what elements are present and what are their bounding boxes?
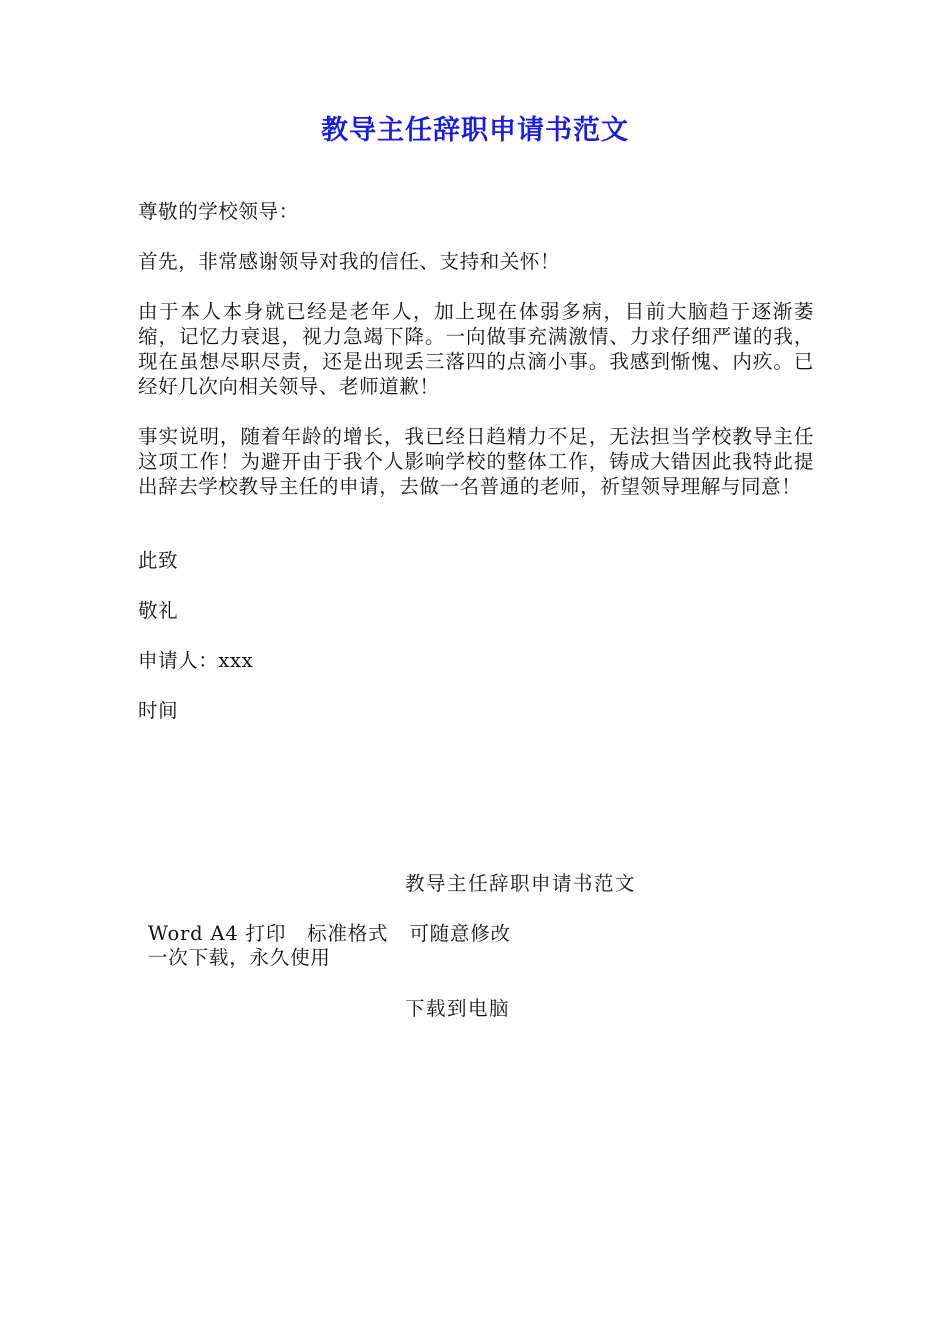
document-title: 教导主任辞职申请书范文 (321, 115, 629, 146)
closing-line-1: 此致 (138, 549, 179, 572)
salutation: 尊敬的学校领导： (138, 200, 299, 223)
footer-usage-info: 一次下载，永久使用 (148, 946, 331, 969)
paragraph-thanks: 首先，非常感谢领导对我的信任、支持和关怀！ (138, 250, 561, 273)
closing-line-2: 敬礼 (138, 599, 179, 622)
download-to-computer-link[interactable]: 下载到电脑 (405, 997, 511, 1020)
time-line: 时间 (138, 699, 179, 722)
applicant-line: 申请人：xxx (138, 649, 254, 672)
footer-format-info: Word A4 打印 标准格式 可随意修改 (148, 922, 511, 945)
paragraph-reason: 由于本人本身就已经是老年人，加上现在体弱多病，目前大脑趋于逐渐萎缩，记忆力衰退，视力急竭下降。一向做事充满激情、力求仔细严谨的我，现在虽想尽职尽责，还是出现丢三落四的点滴小事。我感到惭愧、内疚。已经好几次向相关领导、老师道歉！ (138, 300, 814, 398)
paragraph-request: 事实说明，随着年龄的增长，我已经日趋精力不足，无法担当学校教导主任这项工作！为避开由于我个人影响学校的整体工作，铸成大错因此我特此提出辞去学校教导主任的申请，去做一名普通的老师，祈望领导理解与同意！ (138, 425, 814, 498)
footer-title: 教导主任辞职申请书范文 (405, 872, 637, 895)
